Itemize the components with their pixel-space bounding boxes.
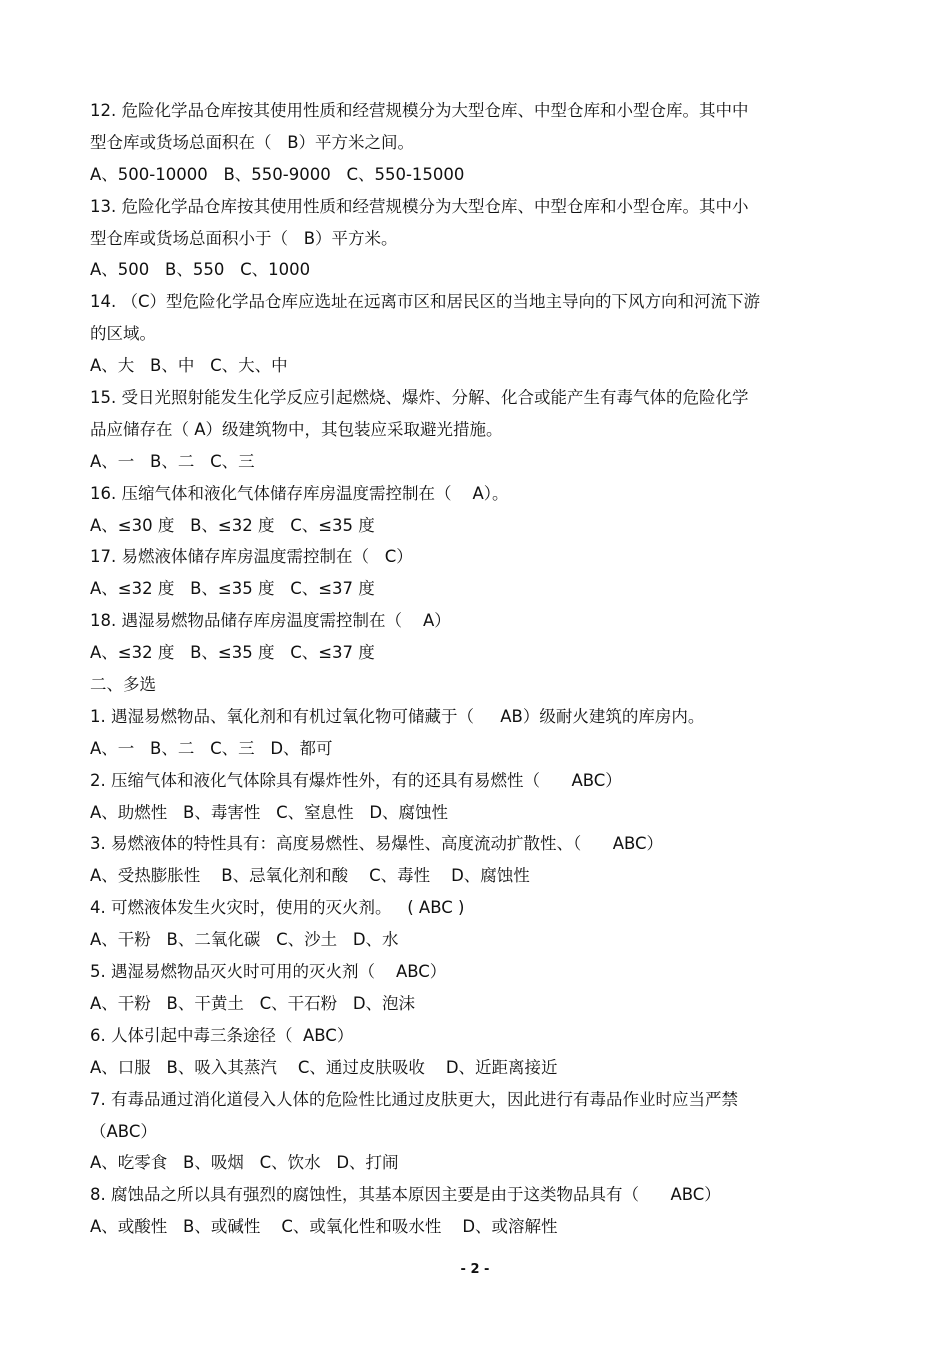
text-line: 的区域。 [90, 324, 156, 344]
text-line: 5. 遇湿易燃物品灭火时可用的灭火剂（ ABC） [90, 962, 447, 982]
text-line: A、500-10000 B、550-9000 C、550-15000 [90, 164, 465, 184]
text-line: A、一 B、二 C、三 [90, 451, 255, 471]
text-line: A、口服 B、吸入其蒸汽 C、通过皮肤吸收 D、近距离接近 [90, 1057, 558, 1077]
text-line: A、吃零食 B、吸烟 C、饮水 D、打闹 [90, 1153, 399, 1173]
text-line: 13. 危险化学品仓库按其使用性质和经营规模分为大型仓库、中型仓库和小型仓库。其中小 [90, 196, 749, 216]
text-line: A、干粉 B、干黄土 C、干石粉 D、泡沫 [90, 993, 416, 1013]
text-line: A、干粉 B、二氧化碳 C、沙土 D、水 [90, 930, 399, 950]
text-line: 7. 有毒品通过消化道侵入人体的危险性比通过皮肤更大，因此进行有毒品作业时应当严禁 [90, 1089, 738, 1109]
text-line: A、≤32 度 B、≤35 度 C、≤37 度 [90, 579, 375, 599]
text-line: A、或酸性 B、或碱性 C、或氧化性和吸水性 D、或溶解性 [90, 1217, 558, 1237]
text-line: 15. 受日光照射能发生化学反应引起燃烧、爆炸、分解、化合或能产生有毒气体的危险化学 [90, 388, 749, 408]
text-line: 3. 易燃液体的特性具有：高度易燃性、易爆性、高度流动扩散性、（ ABC） [90, 834, 664, 854]
text-line: 14. （C）型危险化学品仓库应选址在远离市区和居民区的当地主导向的下风方向和河流下游 [90, 292, 761, 312]
text-line: 品应储存在（ A）级建筑物中，其包装应采取避光措施。 [90, 419, 503, 439]
text-line: A、受热膨胀性 B、忌氧化剂和酸 C、毒性 D、腐蚀性 [90, 866, 530, 886]
text-line: 二、多选 [90, 675, 156, 695]
text-line: A、大 B、中 C、大、中 [90, 356, 288, 376]
page-number: - 2 - [460, 1262, 490, 1277]
text-line: 12. 危险化学品仓库按其使用性质和经营规模分为大型仓库、中型仓库和小型仓库。其中中 [90, 101, 749, 120]
text-line: A、≤30 度 B、≤32 度 C、≤35 度 [90, 515, 375, 535]
text-line: 4. 可燃液体发生火灾时，使用的灭火剂。 ( ABC ) [90, 898, 465, 918]
text-line: 1. 遇湿易燃物品、氧化剂和有机过氧化物可储藏于（ AB）级耐火建筑的库房内。 [90, 706, 705, 726]
text-line: （ABC） [90, 1121, 157, 1141]
text-line: A、≤32 度 B、≤35 度 C、≤37 度 [90, 643, 375, 663]
text-line: 8. 腐蚀品之所以具有强烈的腐蚀性，其基本原因主要是由于这类物品具有（ ABC） [90, 1185, 721, 1205]
text-line: 16. 压缩气体和液化气体储存库房温度需控制在（ A）。 [90, 483, 509, 503]
text-line: 型仓库或货场总面积小于（ B）平方米。 [90, 228, 398, 248]
text-line: 型仓库或货场总面积在（ B）平方米之间。 [90, 132, 415, 152]
text-line: A、500 B、550 C、1000 [90, 260, 311, 280]
text-line: A、一 B、二 C、三 D、都可 [90, 738, 333, 758]
text-line: 18. 遇湿易燃物品储存库房温度需控制在（ A） [90, 611, 451, 631]
text-line: 2. 压缩气体和液化气体除具有爆炸性外，有的还具有易燃性（ ABC） [90, 770, 622, 790]
text-line: 6. 人体引起中毒三条途径（ ABC） [90, 1025, 354, 1045]
question-list [90, 95, 825, 1243]
text-line: A、助燃性 B、毒害性 C、窒息性 D、腐蚀性 [90, 802, 449, 822]
text-line: 17. 易燃液体储存库房温度需控制在（ C） [90, 547, 413, 567]
